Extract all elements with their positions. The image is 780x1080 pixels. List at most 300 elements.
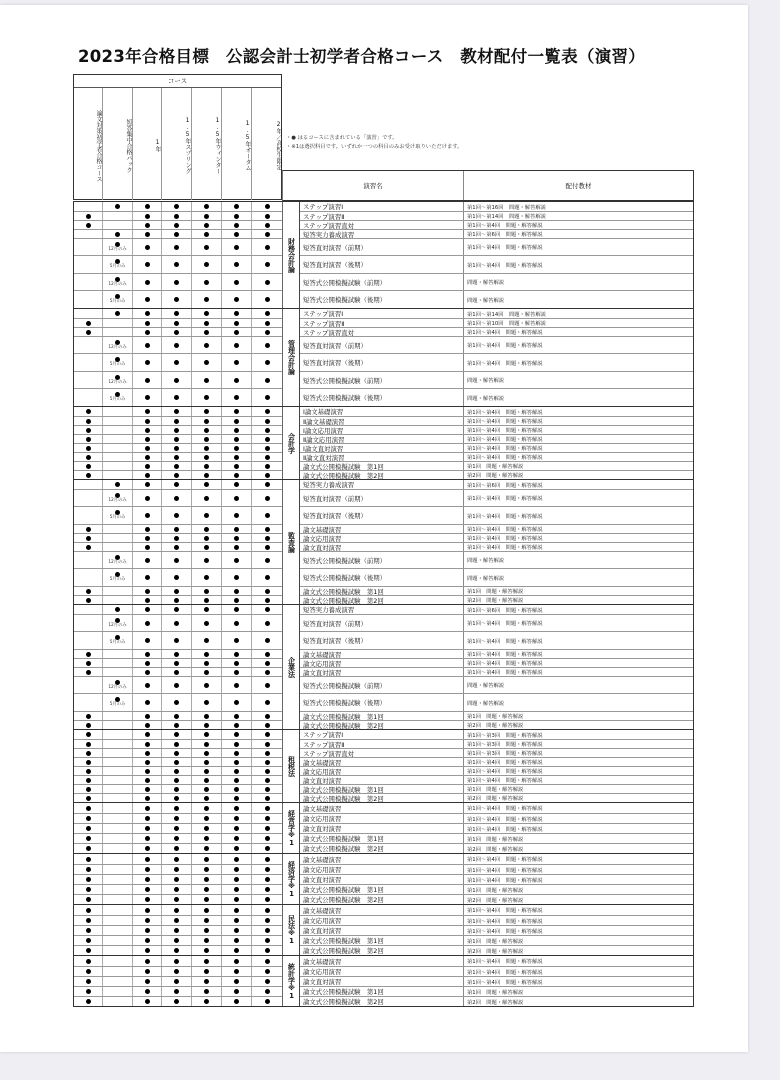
included-dot-icon xyxy=(86,214,91,219)
mark-cell xyxy=(133,444,162,452)
table-row xyxy=(300,813,693,823)
mark-cell xyxy=(74,534,103,542)
included-dot-icon xyxy=(174,360,179,365)
mark-cell xyxy=(252,569,282,586)
mark-cell xyxy=(133,534,162,542)
mark-cell xyxy=(192,444,222,452)
mark-cell xyxy=(252,895,282,904)
mark-cell xyxy=(252,712,282,720)
mark-cell xyxy=(222,525,252,533)
mark-cell xyxy=(192,977,222,986)
included-dot-icon xyxy=(234,760,239,765)
included-dot-icon xyxy=(86,846,91,851)
mark-cell xyxy=(252,834,282,843)
included-dot-icon xyxy=(265,297,270,302)
included-dot-icon xyxy=(145,796,150,801)
note-line: ・● はるコースに含まれている「演習」です。 xyxy=(286,135,398,141)
included-dot-icon xyxy=(204,446,209,451)
included-dot-icon xyxy=(234,897,239,902)
mark-cell xyxy=(103,632,133,649)
table-row xyxy=(74,667,282,676)
mark-cell xyxy=(162,435,192,443)
mark-cell xyxy=(103,844,133,853)
exercise-name: 論文応用演習 xyxy=(300,865,464,874)
table-row xyxy=(300,854,693,864)
material: 第1回～第3回 問題・解答解説 xyxy=(467,751,543,757)
included-dot-icon xyxy=(234,796,239,801)
mark-cell xyxy=(162,615,192,631)
material: 第1回～第6回 問題・解答解説 xyxy=(467,482,543,489)
mark-cell xyxy=(74,372,103,388)
mark-cell xyxy=(162,749,192,757)
included-dot-icon xyxy=(174,887,179,892)
mark-cell xyxy=(133,905,162,915)
included-dot-icon xyxy=(234,732,239,737)
mark-cell xyxy=(133,721,162,729)
mark-cell xyxy=(252,916,282,925)
table-row xyxy=(300,730,693,739)
mark-cell xyxy=(133,337,162,353)
exercise-name: 短答式公開模擬試験（後期） xyxy=(300,389,464,406)
mark-cell xyxy=(103,435,133,443)
mark-cell xyxy=(222,834,252,843)
table-row xyxy=(300,309,693,318)
mark-cell xyxy=(162,490,192,506)
included-dot-icon xyxy=(86,778,91,783)
mark-cell xyxy=(133,749,162,757)
material: 第1回～第4回 問題・解答解説 xyxy=(467,455,543,461)
mark-cell xyxy=(103,372,133,388)
included-dot-icon xyxy=(174,482,179,487)
included-dot-icon xyxy=(86,536,91,541)
mark-cell xyxy=(133,435,162,443)
included-dot-icon xyxy=(265,999,270,1004)
mark-cell xyxy=(133,480,162,489)
mark-cell xyxy=(74,875,103,884)
included-dot-icon xyxy=(174,787,179,792)
included-dot-icon xyxy=(234,959,239,964)
included-dot-icon xyxy=(145,330,150,335)
mark-cell xyxy=(103,525,133,533)
included-dot-icon xyxy=(174,395,179,400)
mark-cell xyxy=(222,926,252,935)
included-dot-icon xyxy=(204,280,209,285)
mark-cell xyxy=(74,239,103,255)
course-marks xyxy=(74,956,282,1006)
included-dot-icon xyxy=(234,867,239,872)
exercise-name: 論文基礎演習 xyxy=(300,803,464,813)
material: 第2回 問題・解答解説 xyxy=(467,598,524,604)
mark-cell xyxy=(162,534,192,542)
included-dot-icon xyxy=(204,732,209,737)
mark-cell xyxy=(252,885,282,894)
mark-cell xyxy=(74,596,103,604)
course-column: 1.5年オータム xyxy=(222,88,252,200)
section xyxy=(74,604,693,729)
mark-cell xyxy=(222,785,252,793)
material: 第1回～第4回 問題・解答解説 xyxy=(467,816,543,823)
included-dot-icon xyxy=(204,527,209,532)
material: 問題・解答解説 xyxy=(467,280,505,286)
table-row xyxy=(300,211,693,220)
included-dot-icon xyxy=(265,948,270,953)
included-dot-icon xyxy=(86,330,91,335)
mark-cell xyxy=(103,534,133,542)
mark-cell xyxy=(222,239,252,255)
mark-cell xyxy=(192,596,222,604)
table-row xyxy=(300,784,693,793)
mark-cell xyxy=(103,543,133,551)
included-dot-icon xyxy=(145,846,150,851)
table-row xyxy=(74,595,282,604)
mark-cell xyxy=(103,569,133,586)
mark-cell xyxy=(162,694,192,711)
mark-cell xyxy=(252,534,282,542)
table-row xyxy=(74,739,282,748)
mark-cell xyxy=(103,758,133,766)
mark-cell xyxy=(252,453,282,461)
included-dot-icon xyxy=(234,816,239,821)
material: 第1回～第4回 問題・解答解説 xyxy=(467,446,543,452)
included-dot-icon xyxy=(234,877,239,882)
included-dot-icon xyxy=(174,204,179,209)
included-dot-icon xyxy=(234,455,239,460)
mark-cell xyxy=(74,794,103,802)
included-dot-icon xyxy=(204,311,209,316)
mark-cell xyxy=(162,785,192,793)
mark-cell xyxy=(222,615,252,631)
table-row xyxy=(300,667,693,676)
table-row xyxy=(300,318,693,327)
mark-cell xyxy=(252,946,282,955)
included-dot-icon xyxy=(145,311,150,316)
included-dot-icon xyxy=(204,558,209,563)
mark-cell xyxy=(222,417,252,425)
included-dot-icon xyxy=(145,496,150,501)
material: 第1回～第14回 問題・解答解説 xyxy=(467,214,546,220)
table-row xyxy=(300,605,693,614)
table-row xyxy=(74,371,282,388)
mark-cell xyxy=(103,596,133,604)
mark-cell xyxy=(133,462,162,470)
included-dot-icon xyxy=(86,437,91,442)
included-dot-icon xyxy=(86,732,91,737)
included-dot-icon xyxy=(145,223,150,228)
exercise-name: 論文基礎演習 xyxy=(300,758,464,766)
table-row xyxy=(300,506,693,524)
mark-cell xyxy=(252,785,282,793)
included-dot-icon xyxy=(265,979,270,984)
table-row xyxy=(300,905,693,915)
included-dot-icon xyxy=(86,908,91,913)
mark-cell xyxy=(133,885,162,894)
included-dot-icon xyxy=(234,918,239,923)
mark-cell xyxy=(222,905,252,915)
included-dot-icon xyxy=(86,918,91,923)
included-dot-icon xyxy=(265,232,270,237)
mark-cell xyxy=(192,936,222,945)
included-dot-icon xyxy=(174,409,179,414)
mark-cell xyxy=(222,895,252,904)
mark-cell xyxy=(133,694,162,711)
exercise-name: 論文式公開模擬試験 第2回 xyxy=(300,844,464,853)
material: 第2回 問題・解答解説 xyxy=(467,473,524,479)
mark-cell xyxy=(162,834,192,843)
mark-cell xyxy=(103,865,133,874)
included-dot-icon xyxy=(204,989,209,994)
included-dot-icon xyxy=(86,714,91,719)
included-dot-icon xyxy=(234,700,239,705)
mark-cell xyxy=(252,552,282,568)
mark-cell xyxy=(103,453,133,461)
mark-cell xyxy=(162,776,192,784)
included-dot-icon xyxy=(174,589,179,594)
mark-cell xyxy=(192,749,222,757)
month-note: 12月のみ xyxy=(108,559,127,565)
exercise-name: ステップ演習直対 xyxy=(300,328,464,336)
included-dot-icon xyxy=(174,652,179,657)
mark-cell xyxy=(222,987,252,996)
mark-cell xyxy=(162,426,192,434)
included-dot-icon xyxy=(86,787,91,792)
material: 第1回～第4回 問題・解答解説 xyxy=(467,778,543,784)
mark-cell xyxy=(222,767,252,775)
mark-cell xyxy=(133,569,162,586)
mark-cell xyxy=(133,967,162,976)
table-row xyxy=(74,220,282,229)
mark-cell xyxy=(222,407,252,416)
material: 第1回～第4回 問題・解答解説 xyxy=(467,245,543,251)
included-dot-icon xyxy=(145,969,150,974)
table-row xyxy=(300,658,693,667)
mark-cell xyxy=(252,749,282,757)
mark-cell xyxy=(74,202,103,211)
included-dot-icon xyxy=(174,214,179,219)
exercise-name: 論文式公開模擬試験 第2回 xyxy=(300,794,464,802)
material: 第2回 問題・解答解説 xyxy=(467,897,524,904)
course-header xyxy=(73,74,282,200)
table-row xyxy=(74,823,282,833)
table-row xyxy=(74,416,282,425)
table-row xyxy=(300,568,693,586)
included-dot-icon xyxy=(174,343,179,348)
mark-cell xyxy=(192,905,222,915)
mark-cell xyxy=(252,543,282,551)
included-dot-icon xyxy=(265,409,270,414)
table-row xyxy=(74,480,282,489)
mark-cell xyxy=(133,615,162,631)
section xyxy=(74,729,693,802)
mark-cell xyxy=(192,997,222,1006)
mark-cell xyxy=(222,202,252,211)
mark-cell xyxy=(133,587,162,595)
table-row xyxy=(74,407,282,416)
mark-cell xyxy=(192,632,222,649)
included-dot-icon xyxy=(265,482,270,487)
mark-cell xyxy=(103,328,133,336)
mark-cell xyxy=(74,967,103,976)
table-row xyxy=(74,956,282,966)
mark-cell xyxy=(252,256,282,273)
exercise-name: 論文直対演習 xyxy=(300,668,464,676)
included-dot-icon xyxy=(234,464,239,469)
mark-cell xyxy=(74,677,103,693)
mark-cell xyxy=(133,977,162,986)
mark-cell xyxy=(74,668,103,676)
included-dot-icon xyxy=(234,806,239,811)
mark-cell xyxy=(222,534,252,542)
included-dot-icon xyxy=(204,959,209,964)
table-row xyxy=(300,739,693,748)
mark-cell xyxy=(103,659,133,667)
mark-cell xyxy=(133,936,162,945)
included-dot-icon xyxy=(174,816,179,821)
mark-cell xyxy=(133,596,162,604)
material: 第2回 問題・解答解説 xyxy=(467,796,524,802)
included-dot-icon xyxy=(174,598,179,603)
mark-cell xyxy=(74,587,103,595)
mark-cell xyxy=(74,221,103,229)
included-dot-icon xyxy=(265,877,270,882)
included-dot-icon xyxy=(204,969,209,974)
table-row xyxy=(74,273,282,290)
mark-cell xyxy=(222,507,252,524)
table-row xyxy=(300,956,693,966)
included-dot-icon xyxy=(145,742,150,747)
subject-label xyxy=(282,605,300,729)
mark-cell xyxy=(133,230,162,238)
included-dot-icon xyxy=(234,545,239,550)
included-dot-icon xyxy=(234,496,239,501)
included-dot-icon xyxy=(174,948,179,953)
table-row xyxy=(300,757,693,766)
table-row xyxy=(74,784,282,793)
mark-cell xyxy=(162,844,192,853)
mark-cell xyxy=(192,471,222,479)
exercise-name: 論文式公開模擬試験 第1回 xyxy=(300,936,464,945)
mark-cell xyxy=(162,632,192,649)
included-dot-icon xyxy=(204,769,209,774)
included-dot-icon xyxy=(174,751,179,756)
table-row xyxy=(74,884,282,894)
included-dot-icon xyxy=(174,558,179,563)
material: 第1回～第4回 問題・解答解説 xyxy=(467,223,543,229)
course-marks xyxy=(74,202,282,308)
included-dot-icon xyxy=(145,661,150,666)
included-dot-icon xyxy=(265,437,270,442)
included-dot-icon xyxy=(265,928,270,933)
table-row xyxy=(300,803,693,813)
included-dot-icon xyxy=(204,806,209,811)
exercise-name: 論文基礎演習 xyxy=(300,956,464,966)
mark-cell xyxy=(162,417,192,425)
exercise-name: Ⅱ論文直対演習 xyxy=(300,453,464,461)
included-dot-icon xyxy=(174,575,179,580)
included-dot-icon xyxy=(145,938,150,943)
subject-text: 民法※1 xyxy=(287,915,296,945)
course-column: 1年 xyxy=(133,88,162,200)
mark-cell xyxy=(133,814,162,823)
included-dot-icon xyxy=(174,826,179,831)
mark-cell xyxy=(162,916,192,925)
mark-cell xyxy=(74,659,103,667)
material: 第1回～第4回 問題・解答解説 xyxy=(467,969,543,976)
subject-text: 経営学※1 xyxy=(287,809,296,847)
table-row xyxy=(74,966,282,976)
included-dot-icon xyxy=(204,575,209,580)
included-dot-icon xyxy=(174,232,179,237)
table-row xyxy=(300,273,693,290)
included-dot-icon xyxy=(234,723,239,728)
mark-cell xyxy=(103,389,133,406)
material: 第1回～第4回 問題・解答解説 xyxy=(467,652,543,658)
section xyxy=(74,308,693,406)
material: 第1回～第4回 問題・解答解説 xyxy=(467,360,543,367)
included-dot-icon xyxy=(145,343,150,348)
included-dot-icon xyxy=(265,321,270,326)
month-note: 5月のみ xyxy=(109,515,126,520)
mark-cell xyxy=(103,354,133,371)
exercise-name: 短答式公開模擬試験（後期） xyxy=(300,694,464,711)
included-dot-icon xyxy=(174,330,179,335)
included-dot-icon xyxy=(174,321,179,326)
mark-cell xyxy=(252,854,282,864)
included-dot-icon xyxy=(204,867,209,872)
included-dot-icon xyxy=(145,751,150,756)
included-dot-icon xyxy=(234,742,239,747)
mark-cell xyxy=(162,525,192,533)
exercise-name: ステップ演習Ⅱ xyxy=(300,212,464,220)
included-dot-icon xyxy=(174,536,179,541)
included-dot-icon xyxy=(204,223,209,228)
table-row xyxy=(74,461,282,470)
section xyxy=(74,853,693,904)
mark-cell xyxy=(74,543,103,551)
included-dot-icon xyxy=(234,575,239,580)
subject-text: 租税法 xyxy=(287,755,296,777)
mark-cell xyxy=(222,426,252,434)
material: 第1回～第4回 問題・解答解説 xyxy=(467,437,543,443)
mark-cell xyxy=(133,552,162,568)
exercise-list xyxy=(300,854,693,904)
included-dot-icon xyxy=(86,867,91,872)
included-dot-icon xyxy=(234,638,239,643)
mark-cell xyxy=(162,309,192,318)
table-header xyxy=(282,170,694,201)
mark-cell xyxy=(103,694,133,711)
mark-cell xyxy=(252,997,282,1006)
table-row xyxy=(300,238,693,255)
mark-cell xyxy=(103,916,133,925)
included-dot-icon xyxy=(174,378,179,383)
mark-cell xyxy=(133,956,162,966)
included-dot-icon xyxy=(145,321,150,326)
subject-text: 企業法 xyxy=(287,656,296,678)
table-row xyxy=(74,976,282,986)
course-column: 論文対策初学者合格コース xyxy=(74,88,103,200)
mark-cell xyxy=(103,480,133,489)
mark-cell xyxy=(74,895,103,904)
mark-cell xyxy=(192,916,222,925)
included-dot-icon xyxy=(204,778,209,783)
included-dot-icon xyxy=(234,589,239,594)
exercise-list xyxy=(300,605,693,729)
mark-cell xyxy=(222,212,252,220)
table-row xyxy=(74,803,282,813)
included-dot-icon xyxy=(234,887,239,892)
included-dot-icon xyxy=(234,999,239,1004)
included-dot-icon xyxy=(234,969,239,974)
